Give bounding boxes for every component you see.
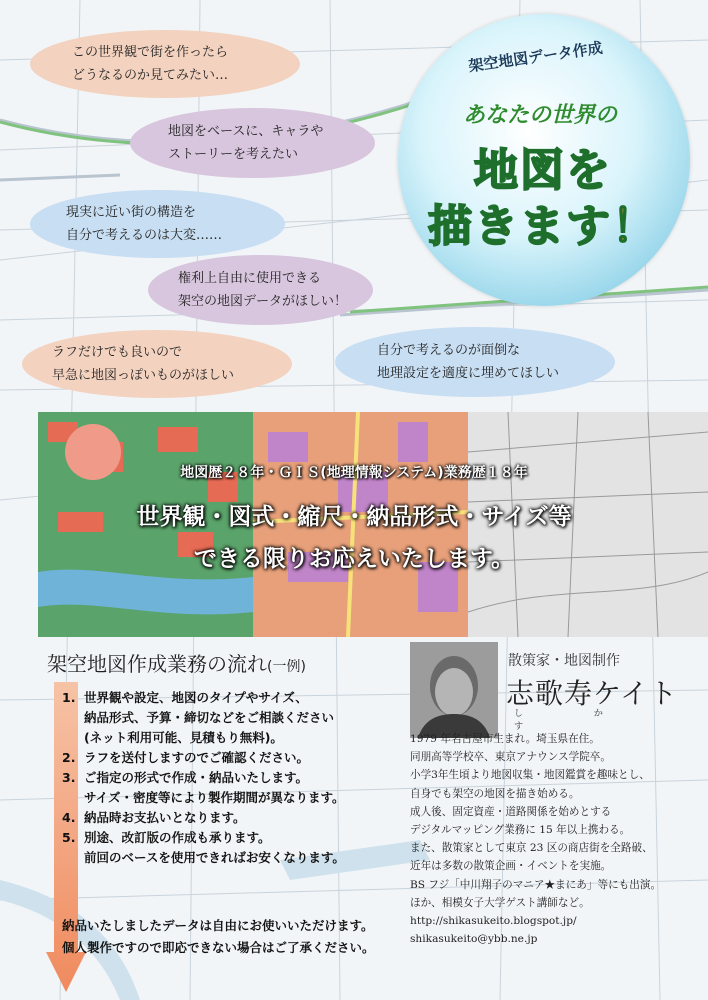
bio-line: 小学3年生頃より地図収集・地図鑑賞を趣味とし、 — [410, 769, 650, 782]
experience-text: 地図歴２８年・ＧＩＳ(地理情報システム)業務歴１８年 — [180, 465, 528, 481]
flow-step — [62, 768, 345, 808]
step-number: 2. — [62, 750, 76, 765]
flow-step — [62, 688, 345, 748]
flow-title — [47, 648, 306, 677]
speech-bubble-6 — [335, 327, 615, 397]
bubble-line: 権利上自由に使用できる — [178, 271, 322, 286]
bio-line: 同朋高等学校卒、東京アナウンス学院卒。 — [410, 751, 611, 764]
bubble-line: 自分で考えるのは大変…… — [66, 228, 223, 243]
bio-line: BS フジ「中川翔子のマニア★まにあ」等にも出演。 — [410, 878, 662, 891]
bubble-line: この世界観で街を作ったら — [72, 45, 229, 60]
flow-steps — [62, 688, 345, 868]
step-text: 別途、改訂版の作成も承ります。 — [84, 830, 271, 845]
headline-line-1: 地図を — [474, 145, 612, 196]
bubble-line: 現実に近い街の構造を — [66, 205, 197, 220]
author-photo — [410, 642, 498, 738]
bio-line: 成人後、固定資産・道路関係を始めとする — [410, 805, 612, 818]
author-name-ruby: し か す — [514, 709, 637, 732]
bio-line: 1979 年名古屋市生まれ。埼玉県在住。 — [410, 733, 600, 745]
step-text: サイズ・密度等により製作期間が異なります。 — [84, 790, 345, 805]
offer-line-2: できる限りお応えいたします。 — [193, 546, 515, 572]
headline-line-2: 描きます！ — [428, 201, 658, 252]
flow-step — [62, 748, 345, 768]
flow-step — [62, 828, 345, 868]
author-name: 志歌寿ケイト — [506, 677, 679, 710]
speech-bubble-5 — [22, 330, 292, 398]
flow-notes — [62, 915, 375, 959]
bubble-line: 架空の地図データがほしい！ — [178, 294, 348, 309]
step-number: 4. — [62, 810, 76, 825]
step-text: 納品時お支払いとなります。 — [84, 810, 246, 825]
bubble-line: 早急に地図っぽいものがほしい — [52, 368, 235, 383]
step-text: 世界観や設定、地図のタイプやサイズ、 — [84, 690, 308, 705]
step-text: (ネット利用可能、見積もり無料)。 — [84, 730, 283, 745]
step-number: 5. — [62, 830, 76, 845]
bio-line: 近年は多数の散策企画・イベントを実施。 — [410, 860, 612, 873]
bio-line: また、散策家として東京 23 区の商店街を全路破、 — [410, 842, 653, 855]
bubble-line: どうなるのか見てみたい… — [72, 68, 229, 83]
author-role: 散策家・地図制作 — [508, 653, 620, 669]
step-text: ラフを送付しますのでご確認ください。 — [84, 750, 310, 765]
offer-line-1: 世界観・図式・縮尺・納品形式・サイズ等 — [136, 504, 572, 530]
step-text: 納品形式、予算・締切などをご相談ください — [84, 710, 335, 725]
step-text: ご指定の形式で作成・納品いたします。 — [84, 770, 309, 785]
bio-line: ほか、相模女子大学ゲスト講師など。 — [410, 896, 590, 909]
flow-title-note: (一例) — [267, 659, 306, 675]
step-text: 前回のベースを使用できればお安くなります。 — [84, 850, 345, 865]
bubble-line: ラフだけでも良いので — [52, 345, 183, 360]
bio-line: 自身でも架空の地図を描き始める。 — [410, 787, 580, 800]
speech-bubble-3 — [30, 190, 285, 258]
flow-title-text: 架空地図作成業務の流れ — [47, 652, 267, 676]
author-bio — [410, 730, 661, 948]
note-line: 納品いたしましたデータは自由にお使いいただけます。 — [62, 918, 374, 933]
bubble-line: ストーリーを考えたい — [168, 147, 299, 162]
speech-bubble-4 — [148, 255, 373, 325]
step-number: 1. — [62, 690, 76, 705]
flow-step — [62, 808, 345, 828]
bubble-line: 地図をベースに、キャラや — [168, 124, 324, 139]
headline-tag: 架空地図データ作成 — [467, 38, 604, 76]
bubble-line: 自分で考えるのが面倒な — [377, 343, 521, 358]
note-line: 個人製作ですので即応できない場合はご了承ください。 — [62, 940, 375, 955]
step-number: 3. — [62, 770, 76, 785]
blog-url[interactable]: http://shikasukeito.blogspot.jp/ — [410, 915, 577, 928]
speech-bubble-2 — [130, 108, 375, 178]
headline-sub: あなたの世界の — [462, 103, 617, 128]
bubble-line: 地理設定を適度に埋めてほしい — [377, 366, 560, 381]
bio-line: デジタルマッピング業務に 15 年以上携わる。 — [410, 824, 631, 837]
speech-bubble-1 — [30, 30, 300, 98]
email-address[interactable]: shikasukeito@ybb.ne.jp — [410, 933, 538, 946]
